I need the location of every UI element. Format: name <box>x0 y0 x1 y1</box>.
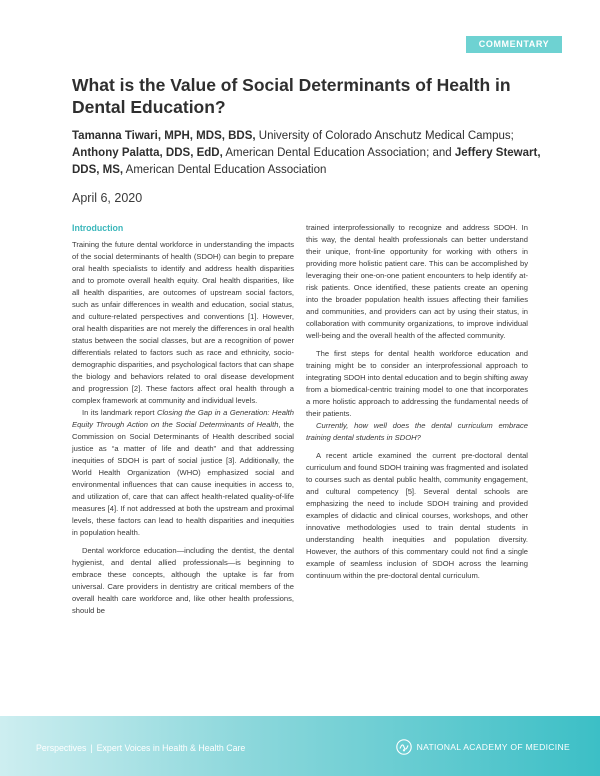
publication-date: April 6, 2020 <box>72 191 143 205</box>
right-column <box>306 222 528 582</box>
page-footer <box>0 716 600 776</box>
paragraph: The first steps for dental health workforce education and training might be to consider an interprofessional approach to integrating SDOH into dental education and to begin shifting away from a biomedical-centric training model to one that incorporates a more holistic approach to addressing the fundamental needs of their patients. <box>306 349 528 418</box>
paragraph: Dental workforce education—including the dentist, the dental hygienist, and dental allied professionals—is beginning to embrace these concepts, although the uptake is far from universal. Care providers in dentistry are critical members of the overall health care workforce and, like other health professions, should be <box>72 546 294 615</box>
paragraph <box>72 407 294 539</box>
author-affiliation: American Dental Education Association <box>123 164 327 176</box>
author-name: Anthony Palatta, DDS, EdD, <box>72 147 223 159</box>
question-paragraph: Currently, how well does the dental curriculum embrace training dental students in SDOH? <box>306 421 528 442</box>
article-title: What is the Value of Social Determinants of Health in Dental Education? <box>72 75 511 117</box>
nam-branding <box>396 738 570 756</box>
report-title: Closing the Gap in a Generation: Health Equity Through Action on the Social Determinants of Health <box>72 408 294 429</box>
paragraph: Training the future dental workforce in understanding the impacts of the social determinants of health (SDOH) can begin to prepare oral health specialists to identify and address health disparities and to promote overall health equity. Oral health disparities, like all health disparities, are outcomes of upstream social factors, such as unfair differences in wealth and education, social status, and culture-related perspectives and conventions [1]. However, oral health disparities are not merely the differences in oral health status between the social classes, but are a recognition of power differentials related to factors such as race and ethnicity, socio-demographic disparities, and psychological factors that can shape the biology and behaviors related to oral disease development and progression [2]. These factors affect oral health through a complex framework at community and individual levels. <box>72 240 294 405</box>
author-name: Tamanna Tiwari, MPH, MDS, BDS, <box>72 130 256 142</box>
author-affiliation: University of Colorado Anschutz Medical Campus; <box>255 130 514 142</box>
author-affiliation: American Dental Education Association; and <box>222 147 452 159</box>
nam-wordmark: NATIONAL ACADEMY OF MEDICINE <box>416 742 570 752</box>
author-name: Jeffery Stewart, DDS, MS, <box>72 147 541 176</box>
paragraph: trained interprofessionally to recognize and address SDOH. In this way, the dental health professionals can better understand their unique, front-line opportunity for working with others in providing more holistic patient care. This can be accomplished by leveraging their one-on-one patient encounters to help identify at-risk patients. Once identified, these patients create an opening into the broader population health issues affecting their families and communities, and providers can act by using their status, in collaboration with community organizations, to improve individual well-being and the overall health of the affected community. <box>306 223 528 340</box>
paragraph-text: , the Commission on Social Determinants of Health described social justice as “a matter of life and death” and that addressing inequities of SDOH is part of social justice [3]. Additionally, the World Health Organization (WHO) emphasized social and environmental influences that can cause inequities in access to, and utilization of, care that can affect health-related quality-of-life measures [4]. If not addressed at both the upstream and proximal levels, these factors can lead to health disparities and inequities in population health. <box>72 420 295 537</box>
left-column <box>72 222 294 617</box>
footer-separator: | <box>90 743 93 753</box>
footer-tagline <box>36 743 245 753</box>
footer-subtitle: Expert Voices in Health & Health Care <box>96 743 246 753</box>
nam-logo-icon <box>396 739 412 755</box>
author-list <box>72 128 542 179</box>
section-heading: Introduction <box>72 223 124 233</box>
footer-series: Perspectives <box>36 743 87 753</box>
commentary-badge: COMMENTARY <box>466 36 562 53</box>
paragraph-text: In its landmark report <box>82 408 157 417</box>
paragraph: A recent article examined the current pre-doctoral dental curriculum and found SDOH training was fragmented and isolated to courses such as dental public health, community engagement, and cultural competency [5]. Several dental schools are emphasizing the need to include SDOH training and provided examples of didactic and clinical courses, workshops, and other innovative methodologies used to train dental students in understanding health inequities and population diversity. However, the authors of this commentary could not find a single example of seamless inclusion of SDOH across the learning continuum within the pre-doctoral dental curriculum. <box>306 451 528 580</box>
